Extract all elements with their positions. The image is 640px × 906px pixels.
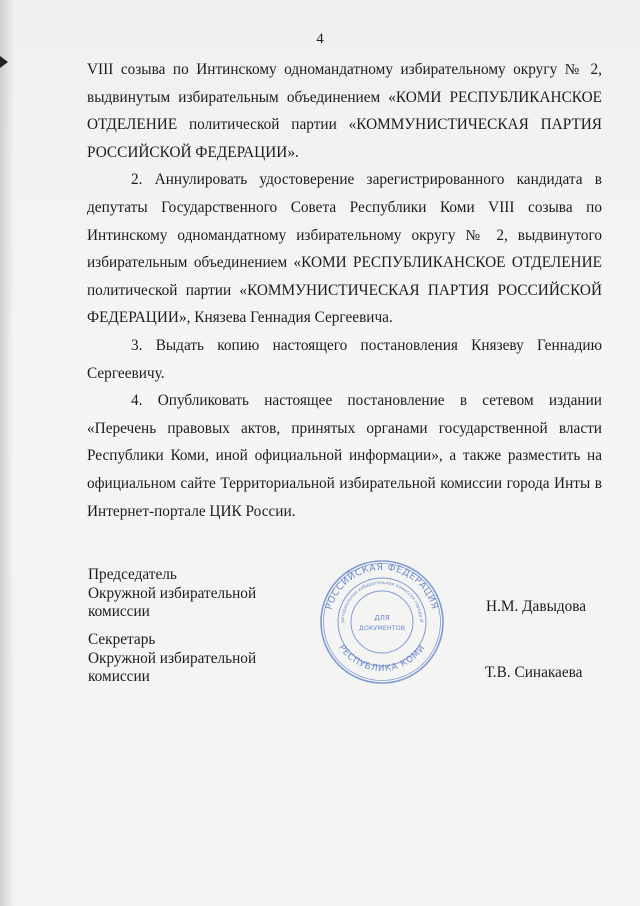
stamp-inner-text: риториальная избирательная комиссия города И bbox=[340, 580, 424, 624]
text-line: 3. Выдать копию настоящего постановления Князеву Геннадию bbox=[131, 336, 602, 354]
paragraph-item-4 bbox=[87, 387, 602, 525]
secretary-name: Т.В. Синакаева bbox=[485, 664, 583, 681]
sig-title-line: Председатель bbox=[88, 566, 177, 583]
document-body bbox=[87, 56, 602, 525]
text-line: Сергеевичу. bbox=[87, 364, 165, 382]
stamp-bottom-text: РЕСПУБЛИКА КОМИ bbox=[336, 643, 428, 674]
stamp-center-line-1: ДЛЯ bbox=[374, 614, 390, 622]
text-line: 2. Аннулировать удостоверение зарегистрированного кандидата bbox=[131, 171, 583, 189]
sig-title-line: комиссии bbox=[88, 668, 150, 685]
sig-title-line: Секретарь bbox=[88, 631, 156, 648]
text-line: РОССИЙСКОЙ ФЕДЕРАЦИИ». bbox=[87, 143, 299, 161]
text-line: в депутаты Государственного Совета Республики Коми VIII созыва bbox=[87, 171, 602, 216]
text-line: избирательным объединением «КОМИ РЕСПУБЛИКАНСКОЕ ОТДЕЛЕНИЕ bbox=[87, 254, 602, 272]
official-stamp bbox=[318, 558, 446, 686]
paragraph-item-3 bbox=[87, 332, 602, 387]
sig-title-line: Окружной избирательной bbox=[88, 649, 257, 667]
chairman-title bbox=[88, 566, 256, 622]
text-line: в Интернет-портале ЦИК России. bbox=[87, 474, 602, 520]
page-number: 4 bbox=[316, 31, 324, 47]
stamp-center-line-2: ДОКУМЕНТОВ bbox=[358, 624, 406, 632]
paragraph-item-2 bbox=[87, 166, 602, 332]
page-edge-shadow bbox=[0, 0, 14, 906]
sig-title-line: Окружной избирательной bbox=[88, 584, 257, 602]
binding-mark bbox=[0, 56, 8, 68]
text-line: VIII созыва по Интинскому одномандатному избирательному округу № 2, bbox=[87, 61, 602, 78]
secretary-title bbox=[88, 631, 256, 687]
text-line: 4. Опубликовать настоящее постановление в сетевом издании bbox=[131, 392, 602, 410]
text-line: официальном сайте Территориальной избирательной комиссии города Инты bbox=[87, 474, 591, 492]
text-line: «Перечень правовых актов, принятых органами государственной власти bbox=[87, 419, 602, 437]
paragraph-continuation bbox=[87, 56, 602, 166]
text-line: выдвинутым избирательным объединением «КОМИ РЕСПУБЛИКАНСКОЕ bbox=[87, 88, 602, 106]
text-line: Республики Коми, иной официальной информации», а также разместить на bbox=[87, 447, 602, 465]
text-line: по Интинскому одномандатному избирательному округу № 2, выдвинутого bbox=[87, 198, 602, 244]
text-line: ФЕДЕРАЦИИ», Князева Геннадия Сергеевича. bbox=[87, 309, 393, 327]
chairman-name: Н.М. Давыдова bbox=[486, 598, 587, 615]
stamp-outer-text: РОССИЙСКАЯ ФЕДЕРАЦИЯ bbox=[323, 561, 441, 611]
text-line: ОТДЕЛЕНИЕ политической партии «КОММУНИСТИЧЕСКАЯ ПАРТИЯ bbox=[87, 116, 602, 134]
text-line: политической партии «КОММУНИСТИЧЕСКАЯ ПАРТИЯ РОССИЙСКОЙ bbox=[87, 281, 602, 299]
sig-title-line: комиссии bbox=[88, 603, 150, 620]
